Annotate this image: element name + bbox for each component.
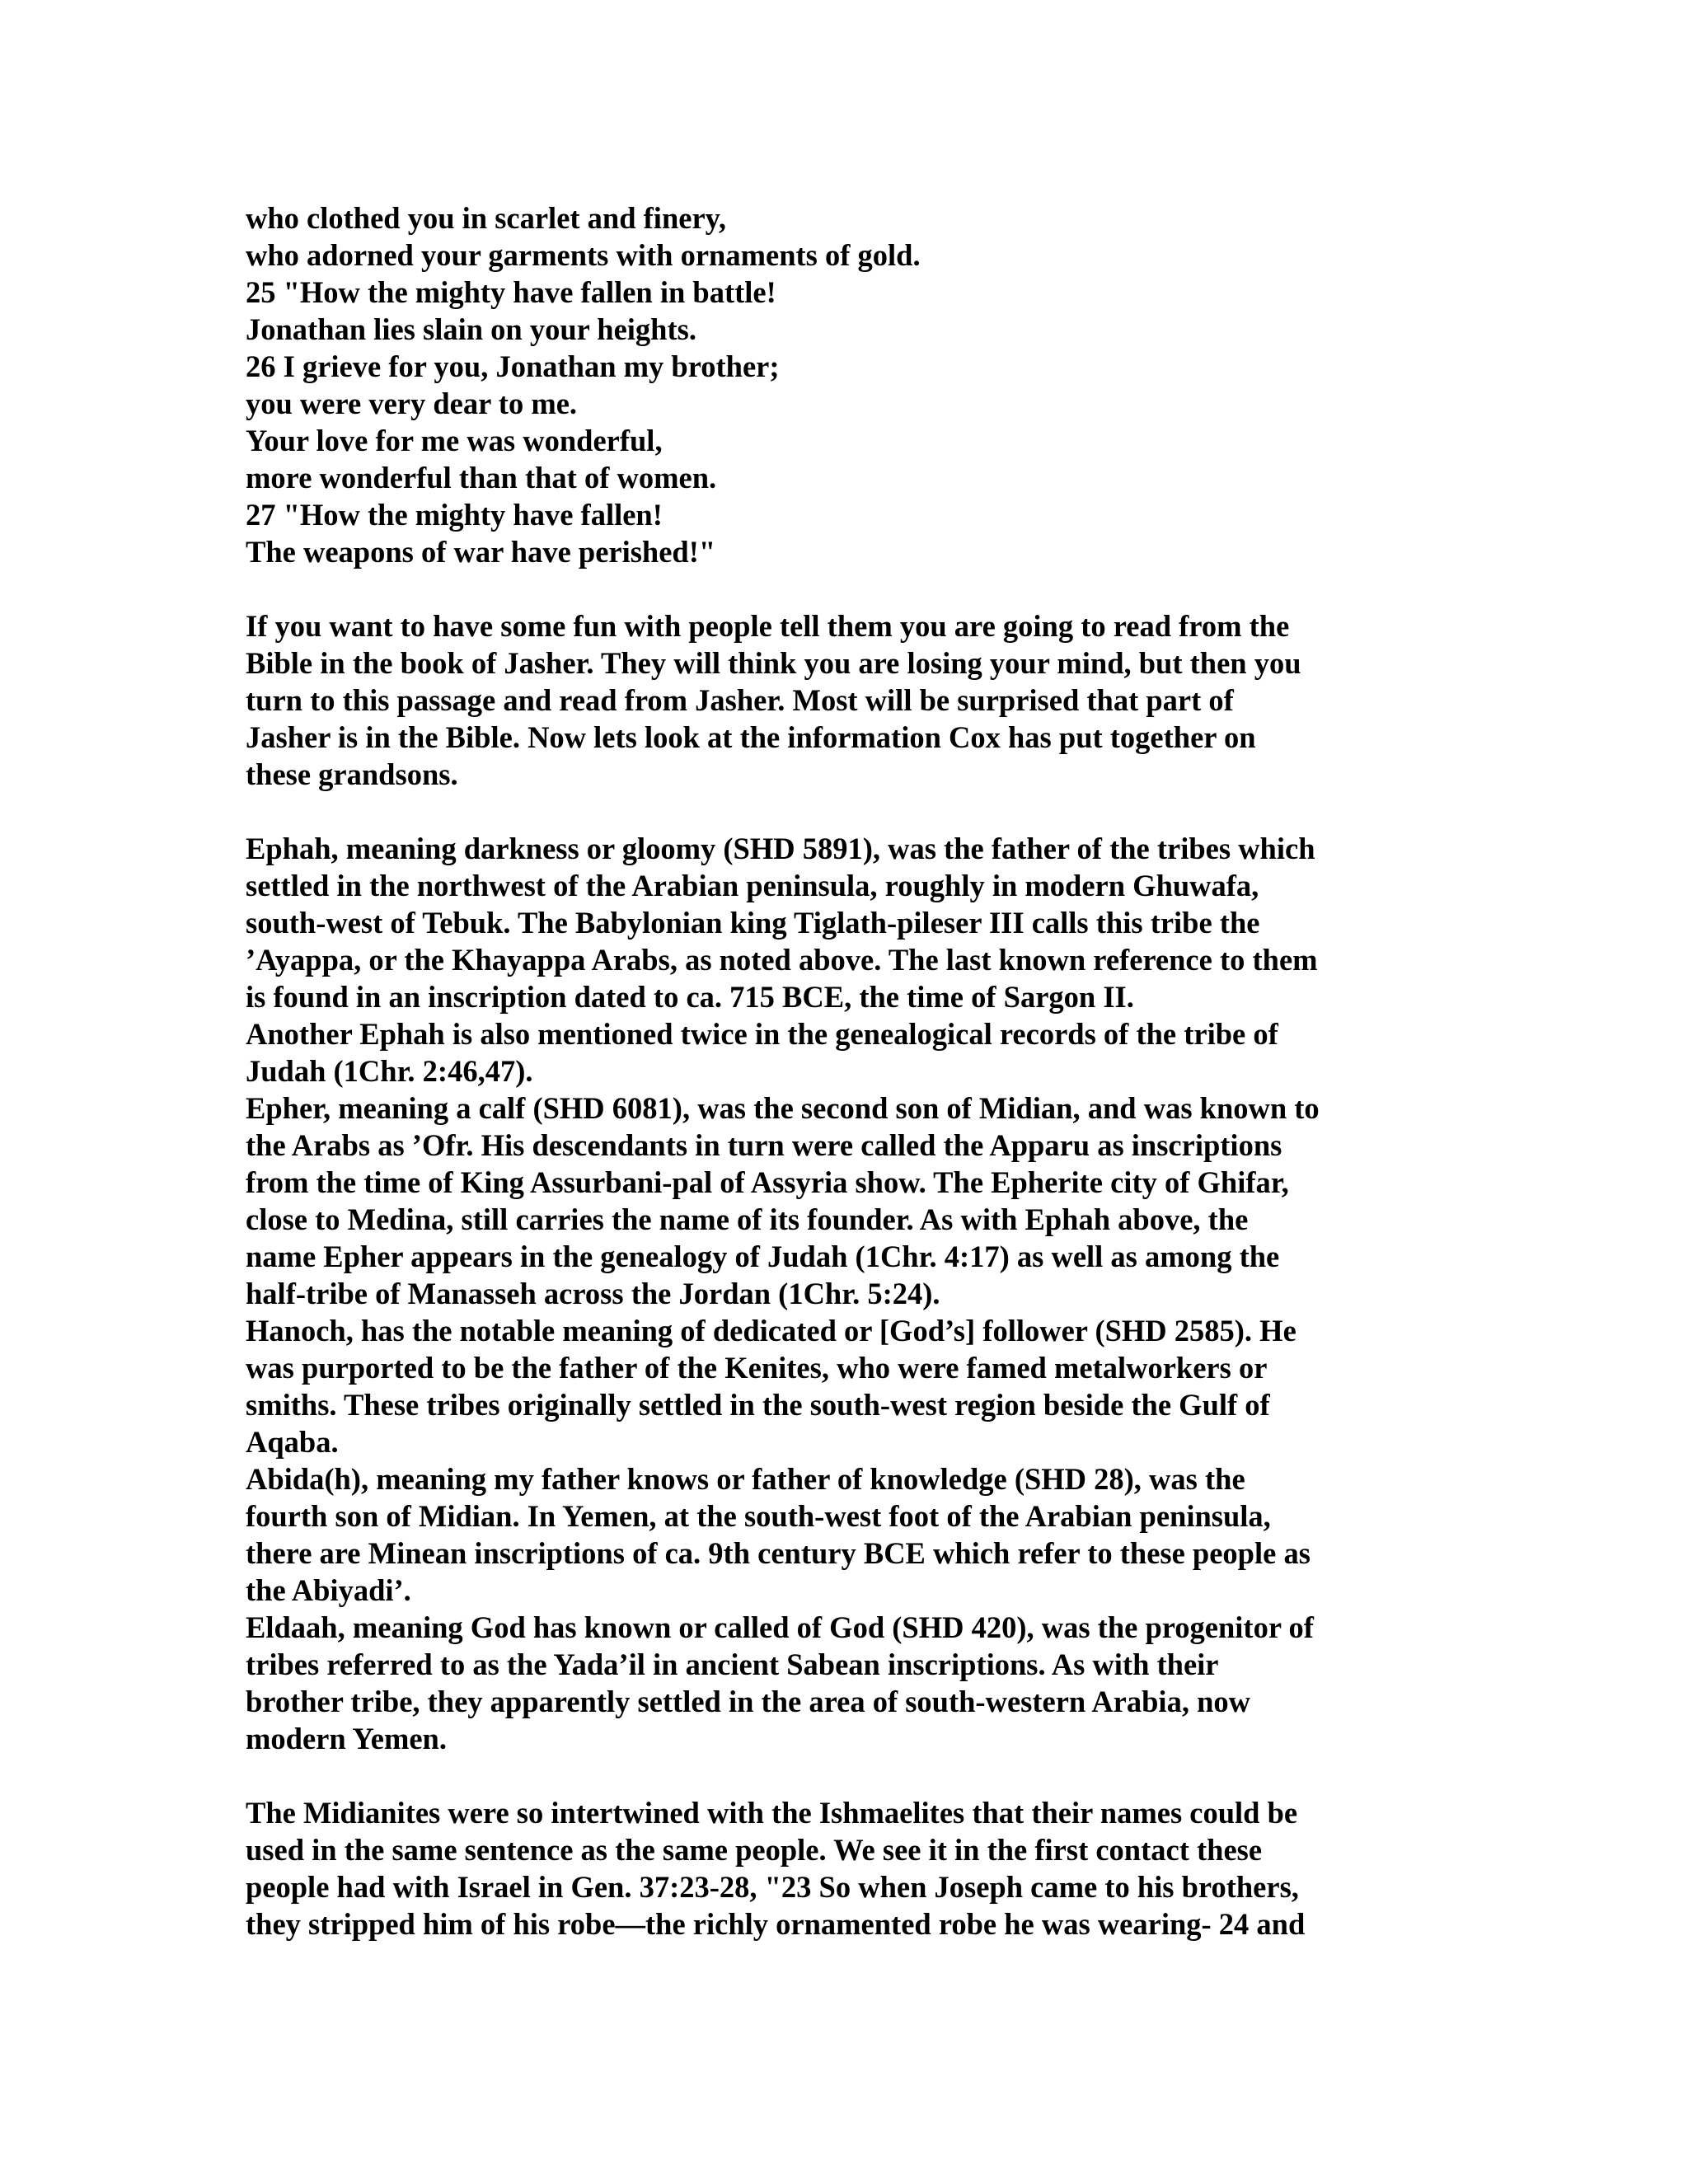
poem-line: Jonathan lies slain on your heights. [246, 312, 696, 346]
paragraph-line: south-west of Tebuk. The Babylonian king Tiglath-pileser III calls this tribe the [246, 906, 1260, 940]
paragraph-line: settled in the northwest of the Arabian peninsula, roughly in modern Ghuwafa, [246, 869, 1259, 902]
paragraph-line: Jasher is in the Bible. Now lets look at the information Cox has put together on [246, 720, 1256, 754]
paragraph-line: the Arabs as ’Ofr. His descendants in turn were called the Apparu as inscriptions [246, 1128, 1282, 1162]
poem-line: Your love for me was wonderful, [246, 424, 663, 457]
paragraph-line: brother tribe, they apparently settled in the area of south-western Arabia, now [246, 1685, 1250, 1718]
paragraph-midianites [246, 1794, 1441, 1943]
paragraph-line: The Midianites were so intertwined with the Ishmaelites that their names could be [246, 1796, 1298, 1830]
paragraph-line: the Abiyadi’. [246, 1573, 411, 1607]
paragraph-line: Hanoch, has the notable meaning of dedicated or [God’s] follower (SHD 2585). He [246, 1314, 1296, 1347]
paragraph-line: used in the same sentence as the same people. We see it in the first contact these [246, 1833, 1263, 1867]
paragraph-line: modern Yemen. [246, 1722, 447, 1755]
poem-line: 26 I grieve for you, Jonathan my brother; [246, 349, 780, 383]
poem-line: you were very dear to me. [246, 387, 578, 420]
poem-section [246, 199, 1441, 570]
paragraph-line: Aqaba. [246, 1425, 339, 1459]
paragraph-line: half-tribe of Manasseh across the Jordan (1Chr. 5:24). [246, 1277, 940, 1310]
paragraph-line: they stripped him of his robe—the richly ornamented robe he was wearing- 24 and [246, 1907, 1306, 1941]
paragraph-jasher [246, 607, 1441, 793]
paragraph-line: these grandsons. [246, 757, 458, 791]
poem-line: 25 "How the mighty have fallen in battle! [246, 275, 776, 309]
poem-line: who clothed you in scarlet and finery, [246, 201, 727, 235]
paragraph-gap [246, 793, 1441, 830]
paragraph-line: Judah (1Chr. 2:46,47). [246, 1054, 533, 1088]
paragraph-line: ’Ayappa, or the Khayappa Arabs, as noted above. The last known reference to them [246, 943, 1318, 977]
paragraph-line: Another Ephah is also mentioned twice in the genealogical records of the tribe of [246, 1017, 1278, 1051]
poem-line: who adorned your garments with ornaments of gold. [246, 238, 921, 272]
paragraph-line: name Epher appears in the genealogy of Judah (1Chr. 4:17) as well as among the [246, 1240, 1280, 1273]
document-body [246, 199, 1441, 1943]
paragraph-line: fourth son of Midian. In Yemen, at the south-west foot of the Arabian peninsula, [246, 1499, 1271, 1533]
paragraph-line: Epher, meaning a calf (SHD 6081), was the second son of Midian, and was known to [246, 1091, 1320, 1125]
paragraph-line: people had with Israel in Gen. 37:23-28, "23 So when Joseph came to his brothers, [246, 1870, 1299, 1904]
paragraph-grandsons [246, 830, 1441, 1757]
paragraph-line: Bible in the book of Jasher. They will think you are losing your mind, but then you [246, 646, 1301, 680]
paragraph-line: is found in an inscription dated to ca. 715 BCE, the time of Sargon II. [246, 980, 1134, 1014]
paragraph-gap [246, 1757, 1441, 1794]
paragraph-line: Ephah, meaning darkness or gloomy (SHD 5891), was the father of the tribes which [246, 832, 1315, 865]
paragraph-line: Eldaah, meaning God has known or called of God (SHD 420), was the progenitor of [246, 1610, 1314, 1644]
paragraph-line: from the time of King Assurbani-pal of Assyria show. The Epherite city of Ghifar, [246, 1165, 1289, 1199]
poem-line: The weapons of war have perished!" [246, 535, 716, 569]
paragraph-line: close to Medina, still carries the name of its founder. As with Ephah above, the [246, 1202, 1249, 1236]
paragraph-line: turn to this passage and read from Jasher. Most will be surprised that part of [246, 683, 1234, 717]
paragraph-line: there are Minean inscriptions of ca. 9th century BCE which refer to these people as [246, 1536, 1311, 1570]
paragraph-line: tribes referred to as the Yada’il in ancient Sabean inscriptions. As with their [246, 1647, 1219, 1681]
paragraph-line: smiths. These tribes originally settled in the south-west region beside the Gulf of [246, 1388, 1270, 1422]
paragraph-line: was purported to be the father of the Kenites, who were famed metalworkers or [246, 1351, 1268, 1385]
paragraph-line: Abida(h), meaning my father knows or father of knowledge (SHD 28), was the [246, 1462, 1245, 1496]
poem-line: more wonderful than that of women. [246, 461, 717, 494]
paragraph-line: If you want to have some fun with people tell them you are going to read from the [246, 609, 1290, 643]
poem-line: 27 "How the mighty have fallen! [246, 498, 663, 532]
paragraph-gap [246, 570, 1441, 607]
